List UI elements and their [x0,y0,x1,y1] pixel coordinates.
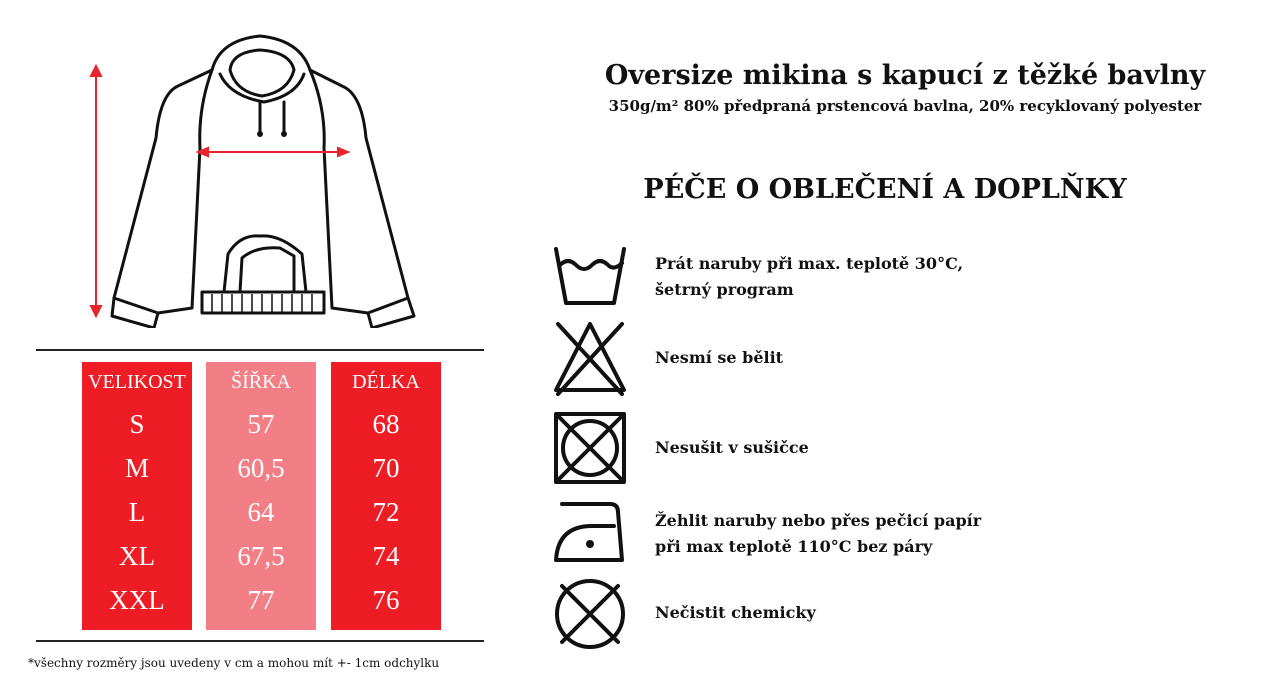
care-text-wash [655,251,963,303]
length-cell: 70 [372,453,400,483]
care-text-line: šetrný program [655,280,794,299]
no-dry-clean-icon [552,576,628,652]
table-bottom-rule [36,640,484,642]
care-heading: PÉČE O OBLEČENÍ A DOPLŇKY [643,174,1127,205]
care-text-line: při max teplotě 110°C bez páry [655,537,933,556]
size-column [82,362,192,630]
hoodie-illustration [80,28,450,328]
iron-icon [552,496,628,572]
care-text-line: Nesušit v sušičce [655,438,809,457]
wash-30-icon [552,241,628,317]
no-tumble-dry-icon [552,410,628,486]
width-column [206,362,316,630]
length-column-header: DÉLKA [352,371,420,393]
width-cell: 77 [247,585,275,615]
size-footnote: *všechny rozměry jsou uvedeny v cm a mohou mít +- 1cm odchylku [28,656,440,670]
product-subtitle: 350g/m² 80% předpraná prstencová bavlna, 20% recyklovaný polyester [608,97,1202,115]
length-column [331,362,441,630]
width-cell: 67,5 [237,541,285,571]
care-text-bleach [655,345,783,371]
size-cell: XXL [109,585,165,615]
no-bleach-icon [552,320,628,396]
length-measure-arrow [91,66,101,316]
care-text-line: Prát naruby při max. teplotě 30°C, [655,254,964,273]
care-text-line: Nesmí se bělit [655,348,784,367]
length-cell: 72 [372,497,400,527]
size-cell: S [129,409,145,439]
size-cell: L [128,497,146,527]
length-cell: 76 [372,585,400,615]
length-cell: 74 [372,541,400,571]
width-cell: 60,5 [237,453,285,483]
width-cell: 64 [247,497,275,527]
width-column-header: ŠÍŘKA [230,371,291,393]
care-text-dryclean [655,600,816,626]
length-cell: 68 [372,409,400,439]
size-cell: M [124,453,149,483]
care-text-line: Nečistit chemicky [655,603,816,622]
size-cell: XL [119,541,155,571]
care-text-line: Žehlit naruby nebo přes pečicí papír [655,511,982,530]
table-top-rule [36,349,484,351]
care-text-iron [655,508,981,560]
size-column-header: VELIKOST [88,371,186,393]
product-title: Oversize mikina s kapucí z těžké bavlny [604,60,1206,91]
care-text-dryer [655,435,809,461]
width-cell: 57 [247,409,275,439]
